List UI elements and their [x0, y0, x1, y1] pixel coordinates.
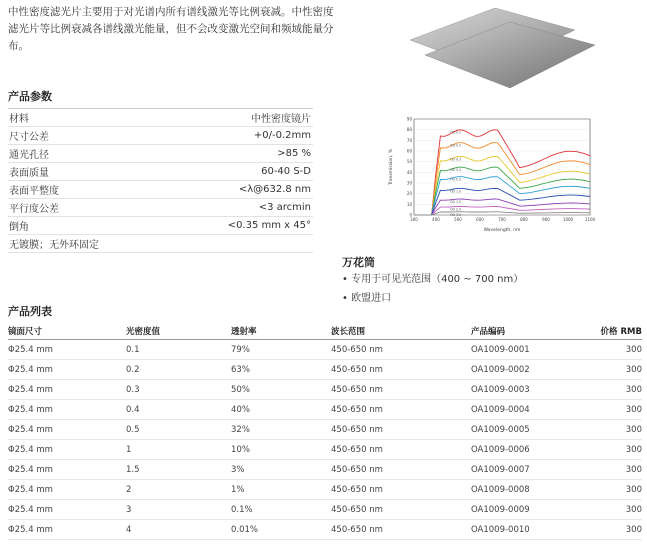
table-cell: 300: [581, 480, 642, 500]
chart-ytick-label: 10: [406, 201, 412, 207]
param-value: >85 %: [165, 145, 313, 163]
table-cell: 450-650 nm: [331, 500, 471, 520]
param-label: 表面平整度: [8, 181, 165, 199]
params-row: [8, 163, 313, 181]
table-cell: 4: [126, 520, 231, 540]
table-cell: Φ25.4 mm: [8, 440, 126, 460]
table-cell: 300: [581, 420, 642, 440]
col-header: 光密度值: [126, 322, 231, 340]
param-label: 表面质量: [8, 163, 165, 181]
table-cell: 300: [581, 400, 642, 420]
param-label: 通光孔径: [8, 145, 165, 163]
chart-series-label: OD 2.0: [450, 207, 462, 212]
table-cell: 0.01%: [231, 520, 331, 540]
chart-series-label: OD 1.0: [450, 189, 462, 194]
table-cell: OA1009-0004: [471, 400, 581, 420]
table-cell: 10%: [231, 440, 331, 460]
table-cell: OA1009-0010: [471, 520, 581, 540]
param-value: +0/-0.2mm: [165, 127, 313, 145]
table-cell: 450-650 nm: [331, 480, 471, 500]
table-cell: 0.4: [126, 400, 231, 420]
chart-xtick-label: 1100: [584, 217, 596, 222]
table-cell: Φ25.4 mm: [8, 420, 126, 440]
table-cell: OA1009-0005: [471, 420, 581, 440]
list-title: 产品列表: [8, 305, 52, 318]
param-label: 无镀膜；无外环固定: [8, 235, 165, 253]
table-cell: 0.1%: [231, 500, 331, 520]
chart-series-label: OD 1.5: [450, 200, 462, 204]
brand-bullets: [342, 270, 523, 308]
table-cell: 300: [581, 340, 642, 360]
transmission-chart: [380, 105, 600, 235]
chart-xtick-label: 800: [520, 217, 528, 222]
chart-ytick-label: 40: [406, 169, 412, 175]
params-row: [8, 109, 313, 127]
table-cell: Φ25.4 mm: [8, 340, 126, 360]
chart-xtick-label: 400: [432, 217, 440, 222]
table-cell: 300: [581, 460, 642, 480]
chart-xtick-label: 900: [542, 217, 550, 222]
chart-xtick-label: 1000: [562, 217, 574, 222]
chart-ytick-label: 70: [406, 137, 412, 143]
table-row: [8, 500, 642, 520]
table-cell: Φ25.4 mm: [8, 500, 126, 520]
col-header: 产品编码: [471, 322, 581, 340]
col-header: 价格 RMB: [581, 322, 642, 340]
table-cell: 1%: [231, 480, 331, 500]
chart-series-label: OD 0.2: [450, 143, 462, 148]
table-cell: 3: [126, 500, 231, 520]
table-cell: 0.5: [126, 420, 231, 440]
param-value: <0.35 mm x 45°: [165, 217, 313, 235]
table-cell: 450-650 nm: [331, 420, 471, 440]
table-cell: 300: [581, 500, 642, 520]
chart-ytick-label: 60: [406, 148, 412, 154]
table-row: [8, 380, 642, 400]
table-cell: 2: [126, 480, 231, 500]
col-header: 波长范围: [331, 322, 471, 340]
table-cell: 450-650 nm: [331, 360, 471, 380]
table-cell: 450-650 nm: [331, 440, 471, 460]
product-table: [8, 322, 642, 540]
table-cell: 79%: [231, 340, 331, 360]
table-cell: Φ25.4 mm: [8, 520, 126, 540]
col-header: 透射率: [231, 322, 331, 340]
param-value: <λ@632.8 nm: [165, 181, 313, 199]
param-label: 材料: [8, 109, 165, 127]
table-cell: 450-650 nm: [331, 340, 471, 360]
chart-ytick-label: 50: [406, 159, 412, 165]
param-value: 60-40 S-D: [165, 163, 313, 181]
param-label: 尺寸公差: [8, 127, 165, 145]
chart-ytick-label: 20: [406, 191, 412, 197]
table-row: [8, 400, 642, 420]
chart-series-label: OD 0.3: [450, 157, 462, 162]
table-cell: 0.3: [126, 380, 231, 400]
chart-xtick-label: 700: [498, 217, 506, 222]
chart-ytick-label: 30: [406, 180, 412, 186]
chart-series-label: OD 0.5: [450, 177, 462, 182]
table-cell: OA1009-0006: [471, 440, 581, 460]
table-cell: Φ25.4 mm: [8, 360, 126, 380]
table-cell: Φ25.4 mm: [8, 400, 126, 420]
table-row: [8, 440, 642, 460]
table-cell: OA1009-0003: [471, 380, 581, 400]
params-table: [8, 108, 313, 253]
chart-xtick-label: 300: [410, 217, 418, 222]
table-row: [8, 460, 642, 480]
table-cell: OA1009-0009: [471, 500, 581, 520]
chart-ytick-label: 0: [409, 212, 412, 218]
table-cell: 50%: [231, 380, 331, 400]
table-cell: 40%: [231, 400, 331, 420]
chart-series-label: OD 0.1: [450, 130, 462, 135]
table-cell: 3%: [231, 460, 331, 480]
table-cell: 1.5: [126, 460, 231, 480]
intro-text: 中性密度滤光片主要用于对光谱内所有谱线激光等比例衰减。中性密度滤光片等比例衰减各谱线激光能量，但不会改变激光空间和频域能量分布。: [8, 6, 334, 52]
table-row: [8, 340, 642, 360]
filter-glass-photo: [400, 0, 600, 90]
chart-ytick-label: 90: [406, 116, 412, 122]
col-header: 镜面尺寸: [8, 322, 126, 340]
table-cell: 63%: [231, 360, 331, 380]
table-cell: 300: [581, 440, 642, 460]
table-cell: 0.1: [126, 340, 231, 360]
table-row: [8, 360, 642, 380]
table-cell: 32%: [231, 420, 331, 440]
chart-xtick-label: 600: [476, 217, 484, 222]
bullet-item: • 欧盟进口: [342, 289, 523, 308]
table-cell: 300: [581, 360, 642, 380]
table-cell: OA1009-0007: [471, 460, 581, 480]
params-row: [8, 217, 313, 235]
table-cell: 450-650 nm: [331, 380, 471, 400]
product-table-header: [8, 322, 642, 340]
params-row: [8, 235, 313, 253]
table-cell: Φ25.4 mm: [8, 480, 126, 500]
table-cell: OA1009-0008: [471, 480, 581, 500]
chart-xlabel: Wavelength, nm: [483, 228, 521, 233]
table-cell: OA1009-0001: [471, 340, 581, 360]
chart-ylabel: Transmission, %: [389, 148, 394, 186]
table-row: [8, 520, 642, 540]
chart-series-label: OD 3.0: [450, 212, 462, 217]
param-value: [165, 235, 313, 253]
param-value: <3 arcmin: [165, 199, 313, 217]
params-row: [8, 199, 313, 217]
params-title: 产品参数: [8, 90, 52, 103]
param-label: 平行度公差: [8, 199, 165, 217]
table-cell: 300: [581, 380, 642, 400]
table-row: [8, 420, 642, 440]
table-cell: OA1009-0002: [471, 360, 581, 380]
params-row: [8, 181, 313, 199]
chart-ytick-label: 80: [406, 127, 412, 133]
params-row: [8, 145, 313, 163]
brand-title: 万花筒: [342, 256, 375, 269]
chart-xtick-label: 500: [454, 217, 462, 222]
table-cell: Φ25.4 mm: [8, 460, 126, 480]
table-cell: Φ25.4 mm: [8, 380, 126, 400]
table-row: [8, 480, 642, 500]
bullet-item: • 专用于可见光范围（400 ~ 700 nm）: [342, 270, 523, 289]
table-cell: 1: [126, 440, 231, 460]
table-cell: 0.2: [126, 360, 231, 380]
chart-series-label: OD 0.4: [450, 168, 462, 172]
table-cell: 450-650 nm: [331, 520, 471, 540]
table-cell: 450-650 nm: [331, 460, 471, 480]
param-value: 中性密度镜片: [165, 109, 313, 127]
params-row: [8, 127, 313, 145]
table-cell: 450-650 nm: [331, 400, 471, 420]
table-cell: 300: [581, 520, 642, 540]
param-label: 倒角: [8, 217, 165, 235]
